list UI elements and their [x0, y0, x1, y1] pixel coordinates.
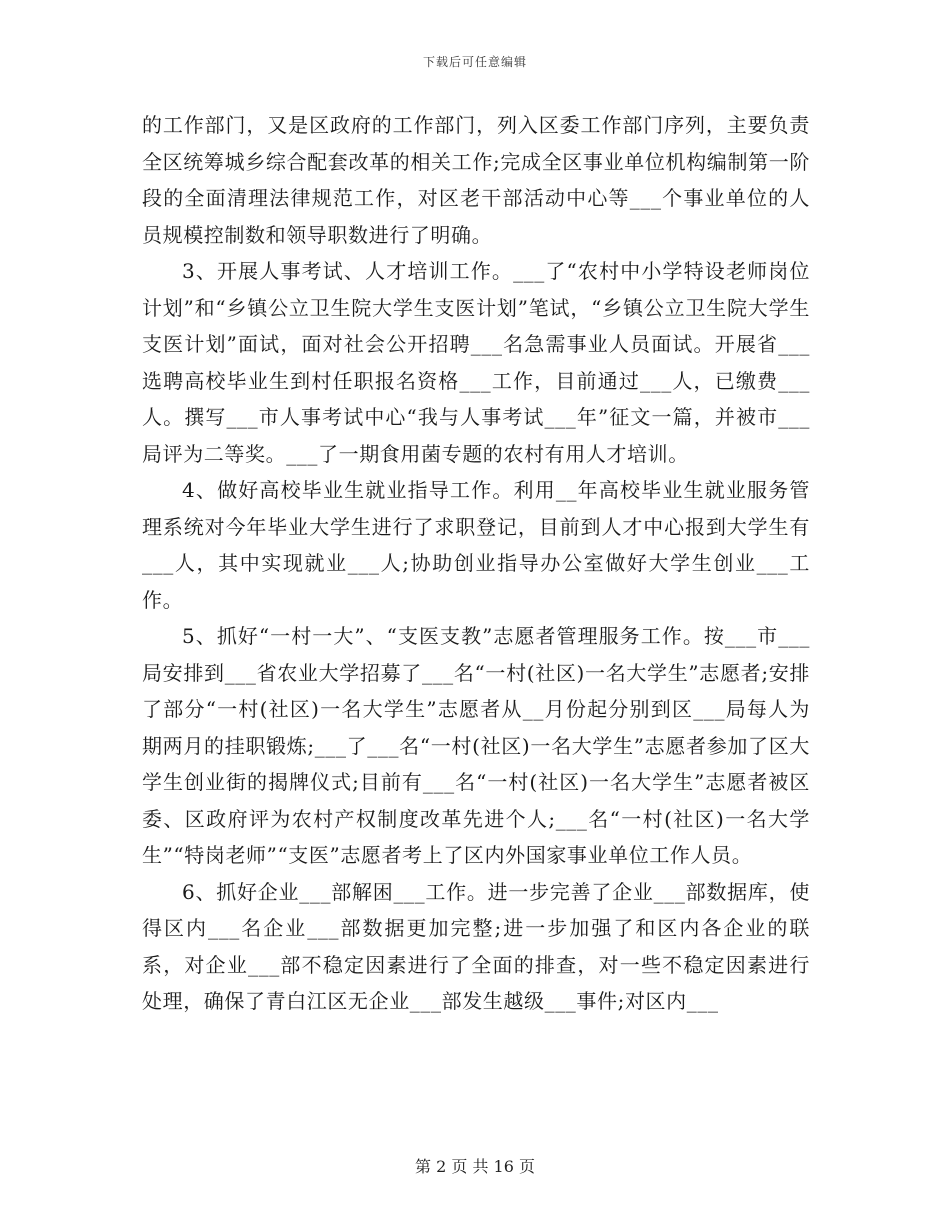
paragraph-item-3: 3、开展人事考试、人才培训工作。___了“农村中小学特设老师岗位计划”和“乡镇公立卫生院大学生支医计划”笔试，“乡镇公立卫生院大学生支医计划”面试，面对社会公开招聘___名急需事业人员面试。开展省___选聘高校毕业生到村任职报名资格___工作，目前通过___人，已缴费___人。撰写___市人事考试中心“我与人事考试___年”征文一篇，并被市___局评为二等奖。___了一期食用菌专题的农村有用人才培训。 — [142, 259, 810, 466]
paragraph-item-6: 6、抓好企业___部解困___工作。进一步完善了企业___部数据库，使得区内___名企业___部数据更加完整;进一步加强了和区内各企业的联系，对企业___部不稳定因素进行了全面的排查，对一些不稳定因素进行处理，确保了青白江区无企业___部发生越级___事件;对区内___ — [142, 879, 810, 1013]
paragraph-continuation: 的工作部门，又是区政府的工作部门，列入区委工作部门序列，主要负责全区统筹城乡综合配套改革的相关工作;完成全区事业单位机构编制第一阶段的全面清理法律规范工作，对区老干部活动中心等___个事业单位的人员规模控制数和领导职数进行了明确。 — [142, 113, 810, 247]
page-header: 下载后可任意编辑 — [422, 55, 527, 69]
page-number: 第 2 页 共 16 页 — [415, 1157, 535, 1176]
paragraph-item-4: 4、做好高校毕业生就业指导工作。利用__年高校毕业生就业服务管理系统对今年毕业大学生进行了求职登记，目前到人才中心报到大学生有___人，其中实现就业___人;协助创业指导办公室做好大学生创业___工作。 — [142, 478, 810, 612]
document-body — [142, 107, 810, 1020]
paragraph-item-5: 5、抓好“一村一大”、“支医支教”志愿者管理服务工作。按___市___局安排到___省农业大学招募了___名“一村(社区)一名大学生”志愿者;安排了部分“一村(社区)一名大学生”志愿者从__月份起分别到区___局每人为期两月的挂职锻炼;___了___名“一村(社区)一名大学生”志愿者参加了区大学生创业街的揭牌仪式;目前有___名“一村(社区)一名大学生”志愿者被区委、区政府评为农村产权制度改革先进个人;___名“一村(社区)一名大学生”“特岗老师”“支医”志愿者考上了区内外国家事业单位工作人员。 — [142, 624, 810, 867]
